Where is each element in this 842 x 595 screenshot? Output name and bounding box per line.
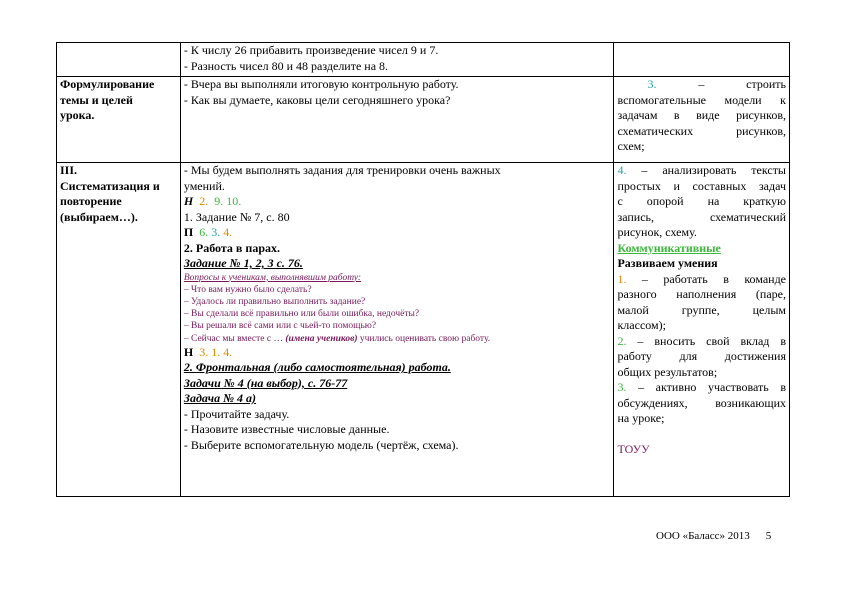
skill-line: обсуждениях, возникающих [617,395,786,410]
activity-line: - Разность чисел 80 и 48 разделите на 8. [183,58,389,73]
stage-cell [57,43,181,77]
skills-category-heading: Коммуникативные [617,240,721,255]
level-marker: Н 3. 1. 4. [183,344,233,359]
activity-line: - Как вы думаете, каковы цели сегодняшнего урока? [183,92,451,107]
activity-line: - К числу 26 прибавить произведение чисел 9 и 7. [183,43,439,57]
skill-line: разного наполнения (паре, [617,287,786,301]
skills-subheading: Развиваем умения [617,256,718,270]
stage-title-line: урока. [60,108,95,122]
skill-line: 1. – работать в команде [617,271,787,286]
skill-line: вспомогательные модели к [617,92,786,107]
skills-cell [614,43,790,77]
skill-line: на уроке; [617,411,665,425]
skill-number: 2. [617,333,627,348]
question-line: – Удалось ли правильно выполнить задание? [183,296,366,307]
activity-line: умений. [183,178,225,193]
skills-cell [614,77,790,163]
activity-line: - Выберите вспомогательную модель (чертёж, схема). [183,437,459,452]
activity-cell [180,77,614,163]
activity-line: - Мы будем выполнять задания для тренировки очень важных [183,163,501,177]
page-footer [656,530,771,542]
question-line: – Сейчас мы вместе с … (имена учеников) учились оценивать свою работу. [183,333,491,344]
touu-label: ТОУУ [617,441,650,456]
stage-cell [57,77,181,163]
skill-line: работу для достижения [617,349,786,363]
skill-number: 3. [617,380,627,394]
skill-line: рисунок, схему. [617,225,697,239]
stage-cell [57,163,181,497]
activity-cell [180,163,614,497]
skill-line: 3. – строить [647,77,787,91]
page-number: 5 [765,530,772,542]
lesson-plan-table [56,42,790,497]
question-line: – Вы сделали всё правильно или были ошибка, недочёты? [183,309,420,320]
activity-heading: 2. Работа в парах. [183,240,280,255]
activity-line: - Прочитайте задачу. [183,406,290,421]
activity-heading: 2. Фронтальная (либо самостоятельная) работа. [183,360,451,375]
skill-line: 2. – вносить свой вклад в [617,333,786,348]
questions-title: Вопросы к ученикам, выполнявшим работу: [183,272,362,283]
stage-title-line: (выбираем…). [60,209,138,224]
skill-line: задачам в виде рисунков, [617,108,786,122]
skill-number: 4. [617,163,627,177]
skills-cell [614,163,790,497]
stage-title-line: повторение [60,194,122,208]
activity-task: Задача № 4 а) [183,391,257,406]
skill-line: схематических рисунков, [617,123,786,138]
table-row [57,77,790,163]
skill-line: классом); [617,318,666,332]
skill-number: 1. [617,271,627,286]
stage-title-line: Формулирование [60,77,155,91]
skill-line: простых и составных задач [617,178,786,193]
stage-title-line: темы и целей [60,92,133,107]
activity-cell [180,43,614,77]
question-line: – Что вам нужно было сделать? [183,284,312,295]
activity-task: Задание № 1, 2, 3 с. 76. [183,256,303,270]
table-row [57,43,790,77]
stage-title-line: Систематизация и [60,178,160,193]
skill-line: общих результатов; [617,364,718,379]
question-line: – Вы решали всё сами или с чьей-то помощью? [183,321,377,332]
footer-publisher: ООО «Баласс» 2013 [656,530,750,542]
stage-title-line: III. [60,163,78,177]
activity-line: 1. Задание № 7, с. 80 [183,209,290,224]
skill-line: малой группе, целым [617,302,786,317]
activity-task: Задачи № 4 (на выбор), с. 76-77 [183,375,348,390]
skill-line: 4. – анализировать тексты [617,163,786,177]
skill-line: с опорой на краткую [617,194,786,208]
skill-line: запись, схематический [617,209,786,224]
level-marker: Н 2. 9. 10. [183,194,242,208]
skill-number: 3. [647,77,657,91]
level-marker: П 6. 3. 4. [183,225,233,239]
activity-line: - Вчера вы выполняли итоговую контрольную работу. [183,77,459,91]
table-row [57,163,790,497]
skill-line: схем; [617,139,645,153]
skill-line: 3. – активно участвовать в [617,380,786,394]
activity-line: - Назовите известные числовые данные. [183,422,390,437]
